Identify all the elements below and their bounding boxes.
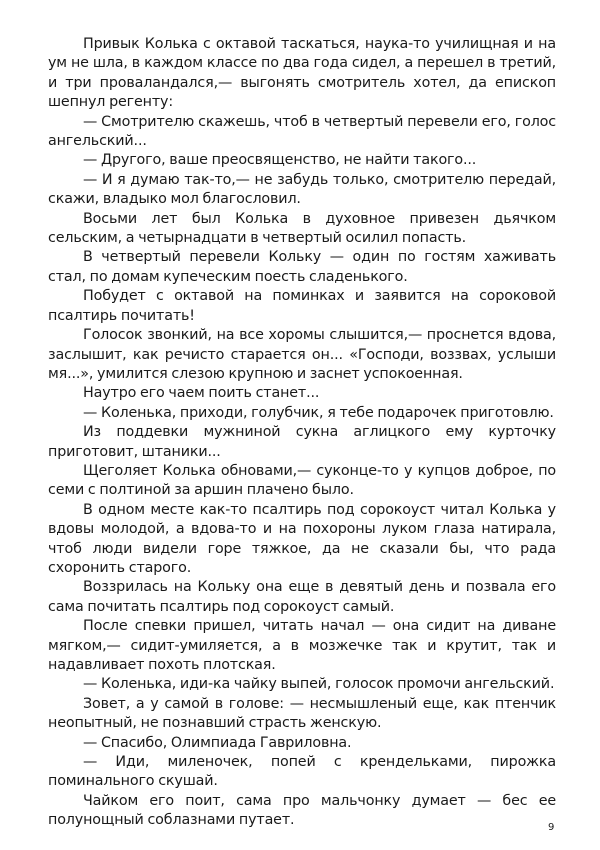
paragraph: — Спасибо, Олимпиада Гавриловна.: [83, 734, 352, 751]
page-text: [48, 35, 556, 831]
paragraph: Чайком его поит, сама про мальчонку думает — бес ее полунощный соблазнами путает.: [48, 792, 556, 829]
paragraph: — И я думаю так-то,— не забудь только, смотрителю передай, скажи, владыко мол благословил.: [48, 171, 556, 208]
paragraph: Наутро его чаем поить станет...: [83, 385, 320, 402]
page-number: 9: [548, 822, 555, 833]
paragraph: Привык Колька с октавой таскаться, наука-то училищная и на ум не шла, в каждом классе по два года сидел, а перешел в третий, и три проваландался,— выгонять смотритель хотел, да епископ шепнул регенту:: [48, 36, 556, 111]
paragraph: — Иди, миленочек, попей с крендельками, пирожка поминального скушай.: [48, 754, 556, 790]
paragraph: — Коленька, иди-ка чайку выпей, голосок промочи ангельский.: [83, 676, 555, 693]
paragraph: Голосок звонкий, на все хоромы слышится,— проснется вдова, заслышит, как речисто старается он... «Господи, воззвах, услыши мя...», умилится слезою крупною и заснет успокоенная.: [48, 327, 556, 382]
paragraph: — Другого, ваше преосвященство, не найти такого...: [83, 152, 477, 169]
paragraph: Зовет, а у самой в голове: — несмышленый еще, как птенчик неопытный, не познавший страсть женскую.: [48, 695, 556, 732]
paragraph: Восьми лет был Колька в духовное привезен дьячком сельским, а четырнадцати в четвертый осилил попасть.: [48, 210, 556, 247]
paragraph: Щеголяет Колька обновами,— суконце-то у купцов доброе, по семи с полтиной за аршин плачено было.: [48, 462, 556, 499]
paragraph: После спевки пришел, читать начал — она сидит на диване мягком,— сидит-умиляется, а в мозжечке так и крутит, так и надавливает похоть плотская.: [48, 618, 556, 673]
paragraph: — Смотрителю скажешь, чтоб в четвертый перевели его, голос ангельский...: [48, 113, 556, 150]
paragraph: Из поддевки мужниной сукна аглицкого ему курточку приготовит, штаники...: [48, 424, 556, 460]
paragraph: В четвертый перевели Кольку — один по гостям хаживать стал, по домам купеческим поесть сладенького.: [48, 249, 556, 285]
paragraph: — Коленька, приходи, голубчик, я тебе подарочек приготовлю.: [83, 404, 554, 421]
paragraph: В одном месте как-то псалтирь под сорокоуст читал Колька у вдовы молодой, а вдова-то и на похороны луком глаза натирала, чтоб люди видели горе тяжкое, да не сказали бы, что рада схоронить старого.: [48, 501, 556, 576]
paragraph: Побудет с октавой на поминках и заявится на сороковой псалтирь почитать!: [48, 288, 556, 324]
paragraph: Воззрилась на Кольку она еще в девятый день и позвала его сама почитать псалтирь под сорокоуст самый.: [48, 579, 556, 615]
